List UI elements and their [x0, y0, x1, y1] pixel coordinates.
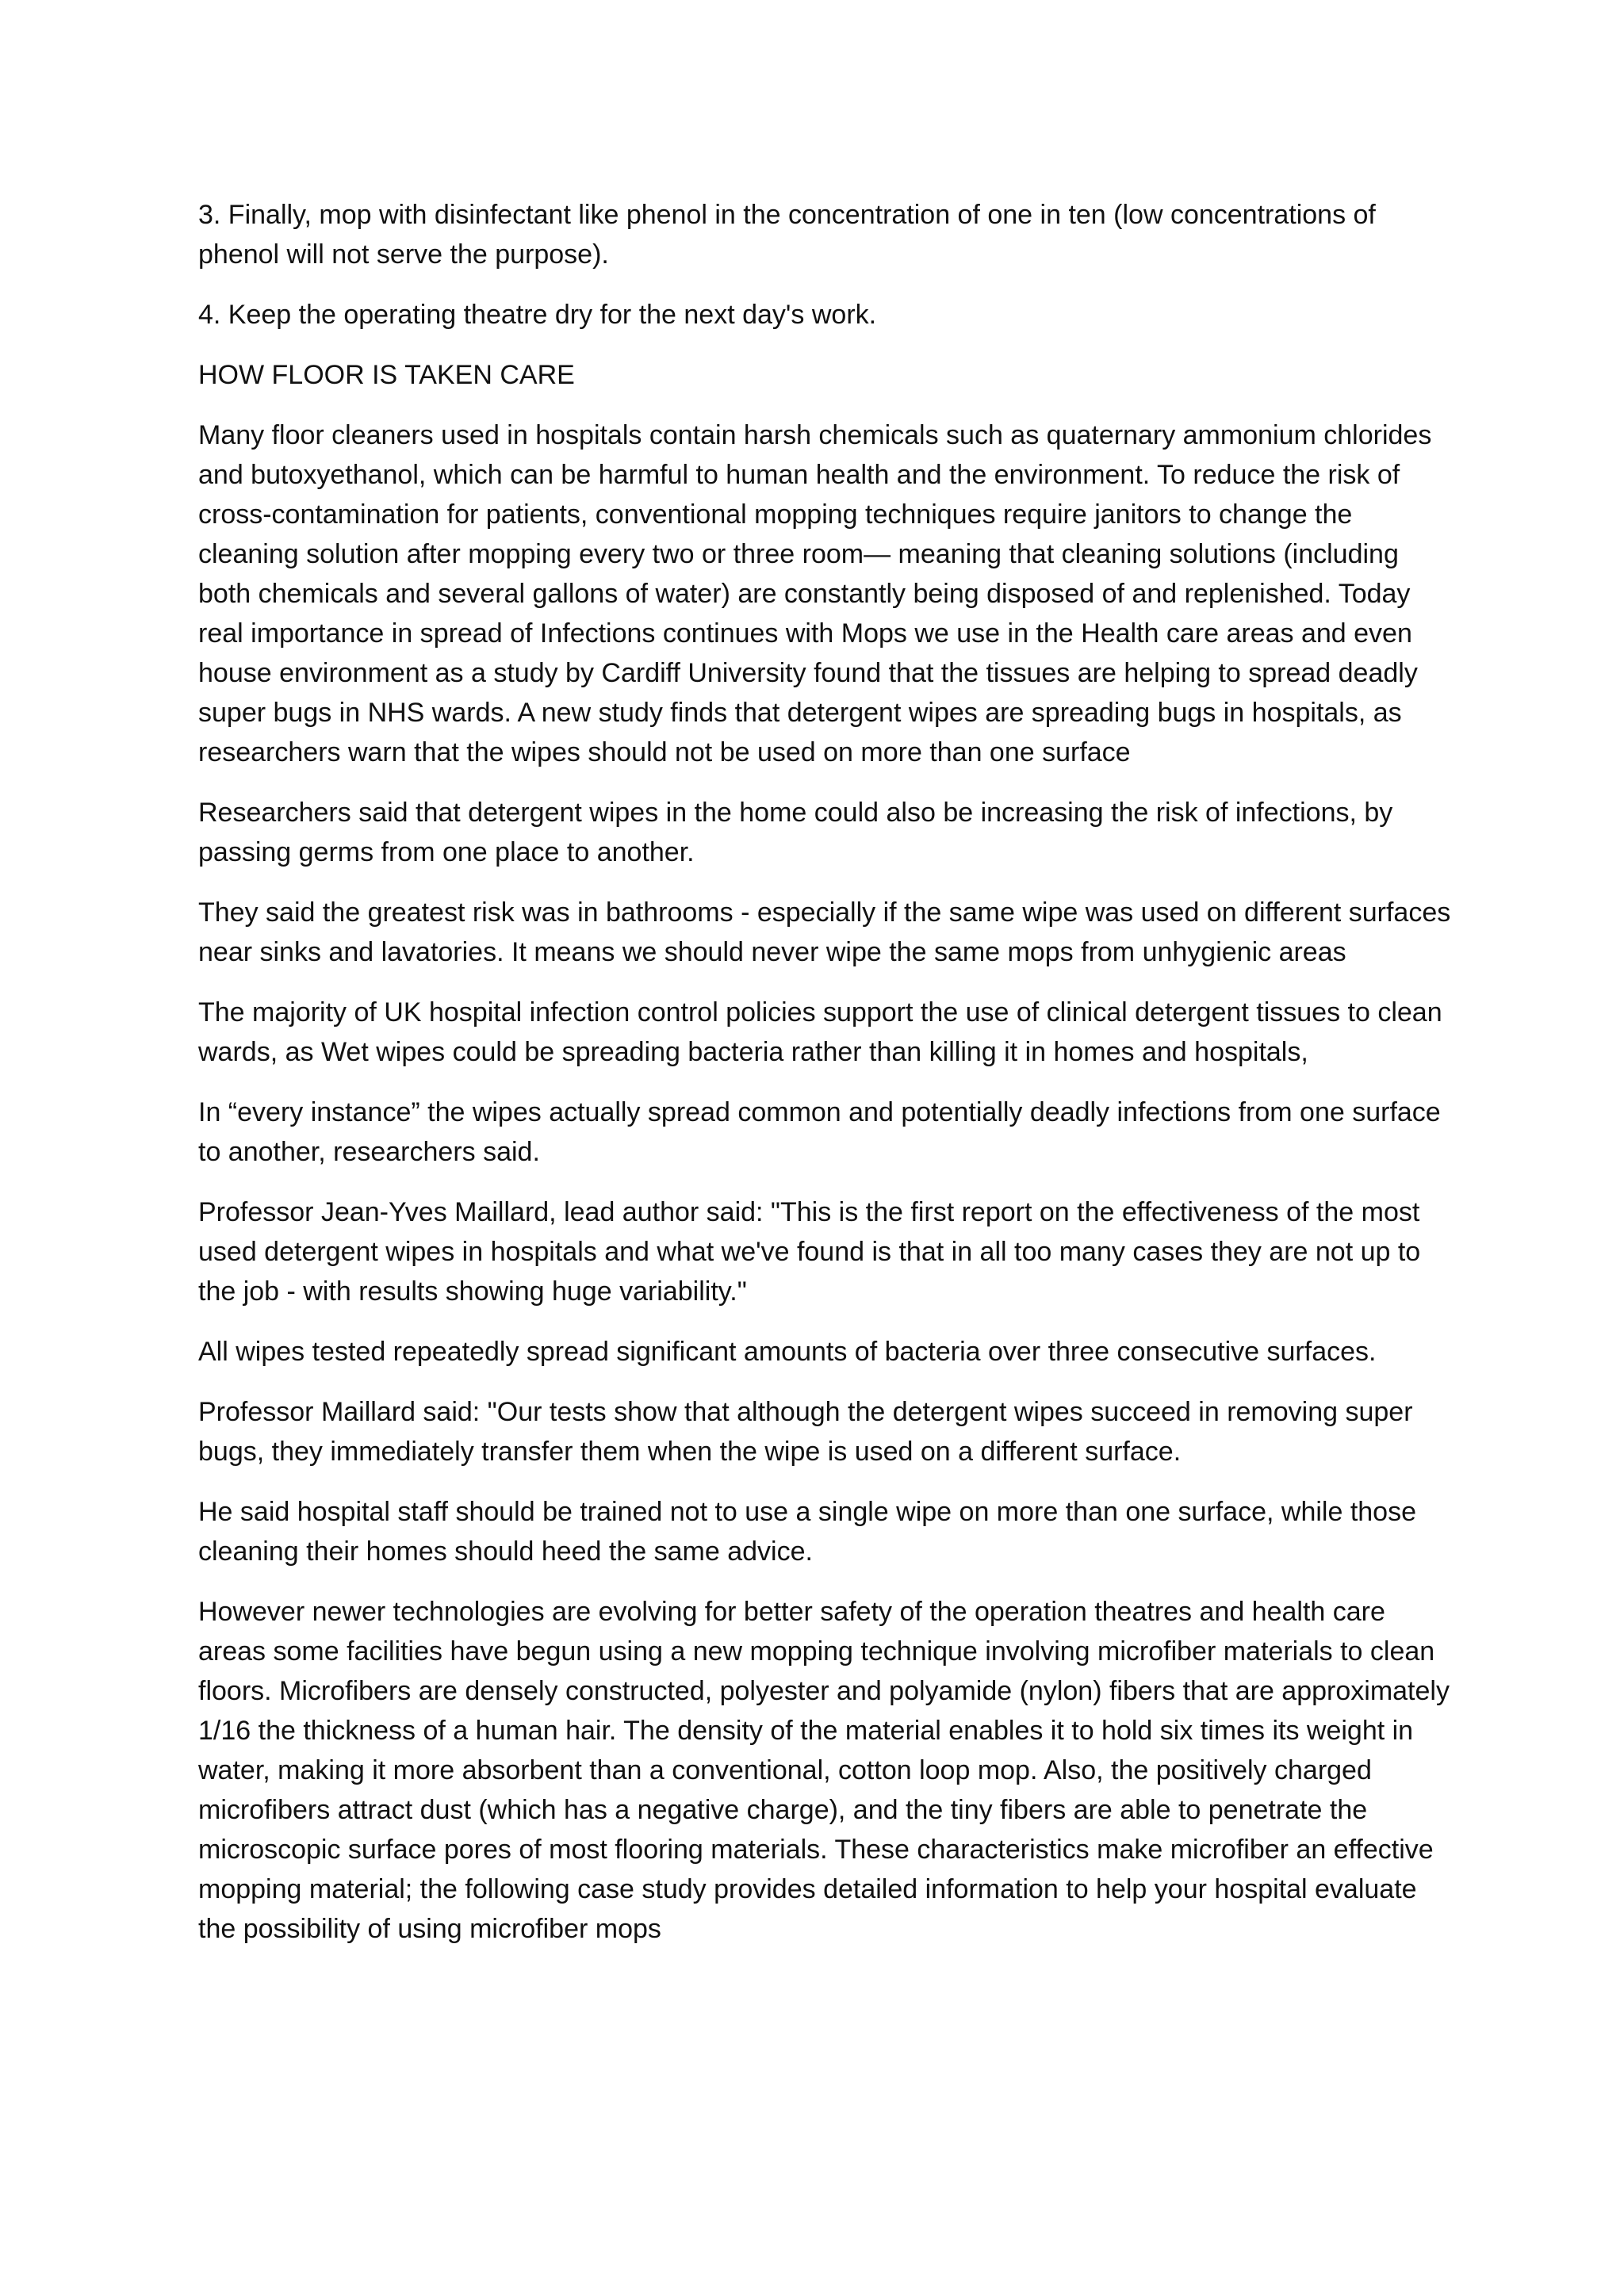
paragraph-every-instance: In “every instance” the wipes actually spread common and potentially deadly infections from one surface to another, researchers said.	[198, 1097, 1441, 1167]
paragraph-uk-policies: The majority of UK hospital infection control policies support the use of clinical detergent tissues to clean wards, as Wet wipes could be spreading bacteria rather than killing it in homes and hospitals,	[198, 997, 1442, 1067]
paragraph-staff-training: He said hospital staff should be trained not to use a single wipe on more than one surface, while those cleaning their homes should heed the same advice.	[198, 1497, 1416, 1567]
document-page	[198, 195, 1451, 1969]
paragraph-wipes-tested: All wipes tested repeatedly spread significant amounts of bacteria over three consecutive surfaces.	[198, 1337, 1377, 1367]
paragraph-step-4: 4. Keep the operating theatre dry for the next day's work.	[198, 300, 877, 330]
paragraph-step-3: 3. Finally, mop with disinfectant like phenol in the concentration of one in ten (low concentrations of phenol will not serve the purpose).	[198, 200, 1376, 270]
paragraph-microfiber: However newer technologies are evolving for better safety of the operation theatres and health care areas some facilities have begun using a new mopping technique involving microfiber materials to clean floors. Microfibers are densely constructed, polyester and polyamide (nylon) fibers that are approximately 1/16 the thickness of a human hair. The density of the material enables it to hold six times its weight in water, making it more absorbent than a conventional, cotton loop mop. Also, the positively charged microfibers attract dust (which has a negative charge), and the tiny fibers are able to penetrate the microscopic surface pores of most flooring materials. These characteristics make microfiber an effective mopping material; the following case study provides detailed information to help your hospital evaluate the possibility of using microfiber mops	[198, 1597, 1450, 1944]
paragraph-maillard-quote: Professor Jean-Yves Maillard, lead author said: "This is the first report on the effectiveness of the most used detergent wipes in hospitals and what we've found is that in all too many cases they are not up to the job - with results showing huge variability."	[198, 1197, 1421, 1307]
paragraph-floor-cleaners: Many floor cleaners used in hospitals contain harsh chemicals such as quaternary ammonium chlorides and butoxyethanol, which can be harmful to human health and the environment. To reduce the risk of cross-contamination for patients, conventional mopping techniques require janitors to change the cleaning solution after mopping every two or three room— meaning that cleaning solutions (including both chemicals and several gallons of water) are constantly being disposed of and replenished. Today real importance in spread of Infections continues with Mops we use in the Health care areas and even house environment as a study by Cardiff University found that the tissues are helping to spread deadly super bugs in NHS wards. A new study finds that detergent wipes are spreading bugs in hospitals, as researchers warn that the wipes should not be used on more than one surface	[198, 420, 1432, 767]
paragraph-bathrooms-risk: They said the greatest risk was in bathrooms - especially if the same wipe was used on different surfaces near sinks and lavatories. It means we should never wipe the same mops from unhygienic areas	[198, 897, 1451, 967]
paragraph-researchers-home: Researchers said that detergent wipes in the home could also be increasing the risk of infections, by passing germs from one place to another.	[198, 798, 1393, 867]
section-heading: HOW FLOOR IS TAKEN CARE	[198, 360, 575, 390]
paragraph-maillard-tests: Professor Maillard said: "Our tests show that although the detergent wipes succeed in removing super bugs, they immediately transfer them when the wipe is used on a different surface.	[198, 1397, 1413, 1467]
